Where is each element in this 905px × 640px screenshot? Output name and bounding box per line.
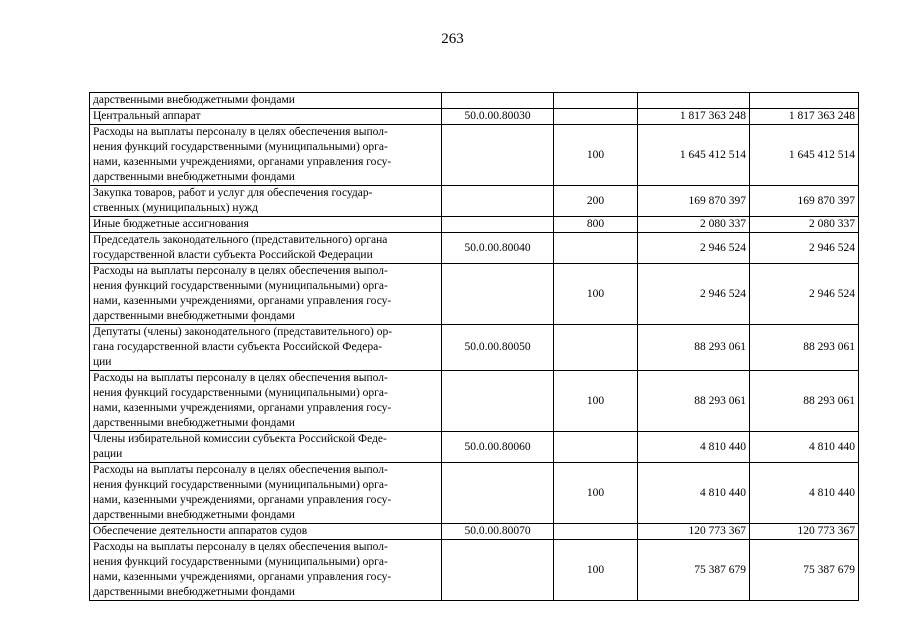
table-row — [90, 264, 859, 325]
table-row — [90, 463, 859, 524]
row-type-cell — [554, 109, 638, 125]
row-value2-cell: 75 387 679 — [750, 540, 859, 601]
table-row — [90, 432, 859, 463]
row-code-cell: 50.0.00.80030 — [442, 109, 554, 125]
row-type-cell: 100 — [554, 463, 638, 524]
row-value1-cell: 88 293 061 — [638, 325, 750, 371]
row-type-cell: 100 — [554, 264, 638, 325]
row-value2-cell: 2 946 524 — [750, 264, 859, 325]
table-row — [90, 109, 859, 125]
row-code-cell — [442, 125, 554, 186]
row-value2-cell: 1 645 412 514 — [750, 125, 859, 186]
table-row — [90, 325, 859, 371]
row-name-cell: Иные бюджетные ассигнования — [90, 217, 442, 233]
row-name-cell: Расходы на выплаты персоналу в целях обеспечения выпол- нения функций государственными (муниципальными) орга- нами, казенными учреждениями, органами управления госу- дарственными внебюджетными фондами — [90, 371, 442, 432]
row-name-cell: Расходы на выплаты персоналу в целях обеспечения выпол- нения функций государственными (муниципальными) орга- нами, казенными учреждениями, органами управления госу- дарственными внебюджетными фондами — [90, 125, 442, 186]
row-type-cell: 800 — [554, 217, 638, 233]
row-code-cell — [442, 371, 554, 432]
row-name-cell: Обеспечение деятельности аппаратов судов — [90, 524, 442, 540]
row-code-cell: 50.0.00.80070 — [442, 524, 554, 540]
row-code-cell — [442, 264, 554, 325]
row-value1-cell: 2 946 524 — [638, 233, 750, 264]
row-value1-cell: 88 293 061 — [638, 371, 750, 432]
row-type-cell — [554, 524, 638, 540]
table-row — [90, 186, 859, 217]
row-value2-cell: 4 810 440 — [750, 463, 859, 524]
row-code-cell — [442, 540, 554, 601]
row-code-cell — [442, 217, 554, 233]
table-row — [90, 540, 859, 601]
row-code-cell: 50.0.00.80040 — [442, 233, 554, 264]
row-code-cell — [442, 93, 554, 109]
row-value1-cell: 4 810 440 — [638, 463, 750, 524]
table-row — [90, 524, 859, 540]
row-type-cell — [554, 432, 638, 463]
row-value1-cell: 120 773 367 — [638, 524, 750, 540]
table-row — [90, 371, 859, 432]
row-type-cell: 100 — [554, 125, 638, 186]
row-value2-cell — [750, 93, 859, 109]
table-row — [90, 217, 859, 233]
row-value2-cell: 2 080 337 — [750, 217, 859, 233]
row-value2-cell: 1 817 363 248 — [750, 109, 859, 125]
row-name-cell: дарственными внебюджетными фондами — [90, 93, 442, 109]
row-type-cell — [554, 325, 638, 371]
row-code-cell: 50.0.00.80060 — [442, 432, 554, 463]
row-name-cell: Председатель законодательного (представительного) органа государственной власти субъекта Российской Федерации — [90, 233, 442, 264]
row-value1-cell: 1 645 412 514 — [638, 125, 750, 186]
row-name-cell: Расходы на выплаты персоналу в целях обеспечения выпол- нения функций государственными (муниципальными) орга- нами, казенными учреждениями, органами управления госу- дарственными внебюджетными фондами — [90, 463, 442, 524]
row-value2-cell: 2 946 524 — [750, 233, 859, 264]
row-value1-cell: 2 946 524 — [638, 264, 750, 325]
row-value2-cell: 88 293 061 — [750, 371, 859, 432]
table-row — [90, 93, 859, 109]
row-type-cell — [554, 233, 638, 264]
row-type-cell: 100 — [554, 540, 638, 601]
row-name-cell: Расходы на выплаты персоналу в целях обеспечения выпол- нения функций государственными (муниципальными) орга- нами, казенными учреждениями, органами управления госу- дарственными внебюджетными фондами — [90, 540, 442, 601]
row-value1-cell: 2 080 337 — [638, 217, 750, 233]
row-name-cell: Расходы на выплаты персоналу в целях обеспечения выпол- нения функций государственными (муниципальными) орга- нами, казенными учреждениями, органами управления госу- дарственными внебюджетными фондами — [90, 264, 442, 325]
row-name-cell: Закупка товаров, работ и услуг для обеспечения государ- ственных (муниципальных) нужд — [90, 186, 442, 217]
page-number: 263 — [441, 31, 464, 47]
row-name-cell: Члены избирательной комиссии субъекта Российской Феде- рации — [90, 432, 442, 463]
row-value1-cell: 4 810 440 — [638, 432, 750, 463]
row-code-cell — [442, 186, 554, 217]
row-value2-cell: 4 810 440 — [750, 432, 859, 463]
row-value1-cell: 1 817 363 248 — [638, 109, 750, 125]
row-name-cell: Депутаты (члены) законодательного (представительного) ор- гана государственной власти субъекта Российской Федера- ции — [90, 325, 442, 371]
row-value1-cell — [638, 93, 750, 109]
row-type-cell: 100 — [554, 371, 638, 432]
row-value2-cell: 88 293 061 — [750, 325, 859, 371]
row-code-cell — [442, 463, 554, 524]
table-row — [90, 233, 859, 264]
row-value1-cell: 169 870 397 — [638, 186, 750, 217]
row-code-cell: 50.0.00.80050 — [442, 325, 554, 371]
row-name-cell: Центральный аппарат — [90, 109, 442, 125]
row-value2-cell: 169 870 397 — [750, 186, 859, 217]
row-value2-cell: 120 773 367 — [750, 524, 859, 540]
table-row — [90, 125, 859, 186]
row-value1-cell: 75 387 679 — [638, 540, 750, 601]
row-type-cell: 200 — [554, 186, 638, 217]
row-type-cell — [554, 93, 638, 109]
budget-table — [89, 92, 859, 601]
